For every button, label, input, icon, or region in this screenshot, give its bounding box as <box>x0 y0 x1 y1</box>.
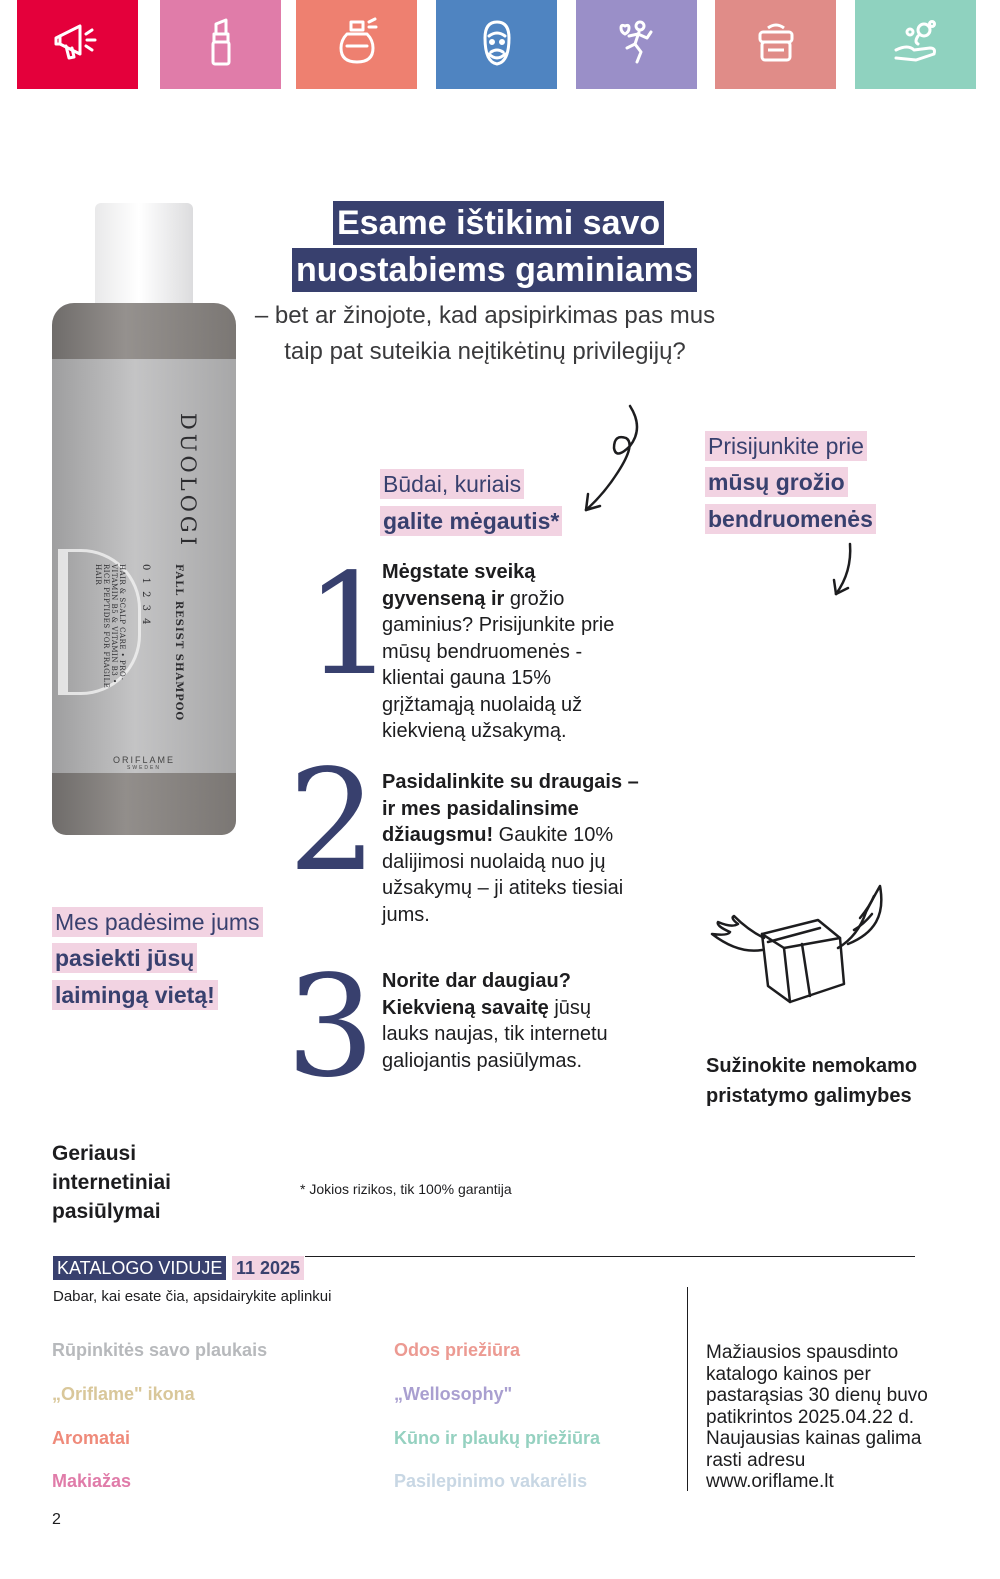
offers-line-3: pasiūlymai <box>52 1200 161 1223</box>
ways-line-2: galite mėgautis* <box>380 506 562 536</box>
community-line-2: mūsų grožio <box>705 467 848 497</box>
point-1-bold: Mėgstate sveiką gyvenseną ir <box>382 561 536 610</box>
delivery-line-1: Sužinokite nemokamo <box>706 1055 918 1077</box>
point-2-number: 2 <box>288 740 378 903</box>
point-2-text <box>382 769 644 928</box>
catalog-link-wellosophy[interactable]: „Wellosophy" <box>394 1384 513 1404</box>
cream-jar-icon <box>748 14 804 75</box>
oriflame-logo-sub: SWEDEN <box>127 765 161 771</box>
point-2-bold: Pasidalinkite su draugais – ir mes pasidalinsime džiaugsmu! <box>382 771 639 846</box>
product-description: HAIR & SCALP CARE • PRO-VITAMIN B5 & VITAMIN B3 • RICE PEPTIDES FOR FRAGILE HAIR <box>94 564 126 689</box>
tab-fragrance[interactable] <box>296 0 417 89</box>
bottle-label <box>52 359 236 773</box>
catalog-link-skincare[interactable]: Odos priežiūra <box>394 1340 521 1360</box>
offers-line-1: Geriausi <box>52 1142 137 1165</box>
footnote: * Jokios rizikos, tik 100% garantija <box>300 1181 512 1197</box>
help-line-2: pasiekti jūsų <box>52 943 197 973</box>
price-note: Mažiausios spausdinto katalogo kainos per pastarąsias 30 dienų buvo patikrintos 2025.04.22 d. Naujausias kainas galima rasti adresu www.oriflame.lt <box>706 1342 928 1492</box>
catalog-divider <box>305 1256 915 1257</box>
tab-skincare[interactable] <box>715 0 836 89</box>
catalog-link-hair[interactable]: Rūpinkitės savo plaukais <box>52 1340 268 1360</box>
catalog-issue: 11 2025 <box>232 1256 304 1280</box>
wellness-figure-icon <box>609 14 665 75</box>
ways-line-1: Būdai, kuriais <box>380 469 524 499</box>
help-line-3: laimingą vietą! <box>52 980 218 1010</box>
point-3-text <box>382 968 632 1074</box>
community-line-1: Prisijunkite prie <box>705 431 867 461</box>
headline-line-1: Esame ištikimi savo <box>333 201 664 245</box>
point-3-number: 3 <box>286 946 376 1109</box>
product-steps: 0 1 2 3 4 <box>140 564 151 627</box>
point-1-text <box>382 559 642 745</box>
catalog-link-makeup[interactable]: Makiažas <box>52 1471 132 1491</box>
headline-sub-1: – bet ar žinojote, kad apsipirkimas pas mus <box>254 302 716 329</box>
catalog-intro: Dabar, kai esate čia, apsidairykite aplinkui <box>53 1288 332 1305</box>
headline-sub-2: taip pat suteikia neįtikėtinų privilegijų? <box>284 338 686 365</box>
community-line-3: bendruomenės <box>705 504 876 534</box>
catalog-link-fragrance[interactable]: Aromatai <box>52 1428 131 1448</box>
perfume-icon <box>329 14 385 75</box>
man-face-icon <box>469 14 525 75</box>
tab-news[interactable] <box>17 0 138 89</box>
tab-wellness[interactable] <box>576 0 697 89</box>
curly-arrow-icon <box>578 402 648 518</box>
lipstick-icon <box>193 14 249 75</box>
product-brand: DUOLOGI <box>176 413 200 549</box>
help-line-1: Mes padėsime jums <box>52 907 263 937</box>
catalog-link-bodycare[interactable]: Kūno ir plaukų priežiūra <box>394 1428 601 1448</box>
point-1-rest: grožio gaminius? Prisijunkite prie mūsų bendruomenės - klientai gauna 15% grįžtamąją nuolaidą už kiekvieną užsakymą. <box>382 587 615 742</box>
page-number: 2 <box>52 1511 61 1528</box>
bottle-base <box>52 773 236 835</box>
shampoo-bottle-image <box>52 203 236 835</box>
catalog-link-icon[interactable]: „Oriflame" ikona <box>52 1384 195 1404</box>
tab-bodycare[interactable] <box>855 0 976 89</box>
point-3-rest: jūsų lauks naujas, tik internetu galiojantis pasiūlymas. <box>382 996 608 1072</box>
headline-line-2: nuostabiems gaminiams <box>292 248 697 292</box>
catalog-link-spa[interactable]: Pasilepinimo vakarėlis <box>394 1471 588 1491</box>
bath-care-icon <box>888 14 944 75</box>
point-1-number: 1 <box>305 544 395 707</box>
point-2-rest: Gaukite 10% dalijimosi nuolaidą nuo jų užsakymų – ji atiteks tiesiai jums. <box>382 824 624 926</box>
product-name: FALL RESIST SHAMPOO <box>173 564 184 722</box>
oriflame-logo: ORIFLAME <box>112 755 175 765</box>
bottle-cap <box>95 203 193 307</box>
catalog-badge: KATALOGO VIDUJE <box>53 1256 226 1280</box>
delivery-line-2: pristatymo galimybes <box>706 1085 912 1107</box>
price-note-divider <box>687 1287 688 1491</box>
tab-men[interactable] <box>436 0 557 89</box>
point-3-bold: Norite dar daugiau? Kiekvieną savaitę <box>382 970 571 1019</box>
flying-gift-icon <box>708 882 892 1008</box>
bottle-shoulder <box>52 303 236 359</box>
tab-makeup[interactable] <box>160 0 281 89</box>
down-arrow-icon <box>828 542 858 598</box>
offers-line-2: internetiniai <box>52 1171 172 1194</box>
megaphone-icon <box>50 14 106 75</box>
